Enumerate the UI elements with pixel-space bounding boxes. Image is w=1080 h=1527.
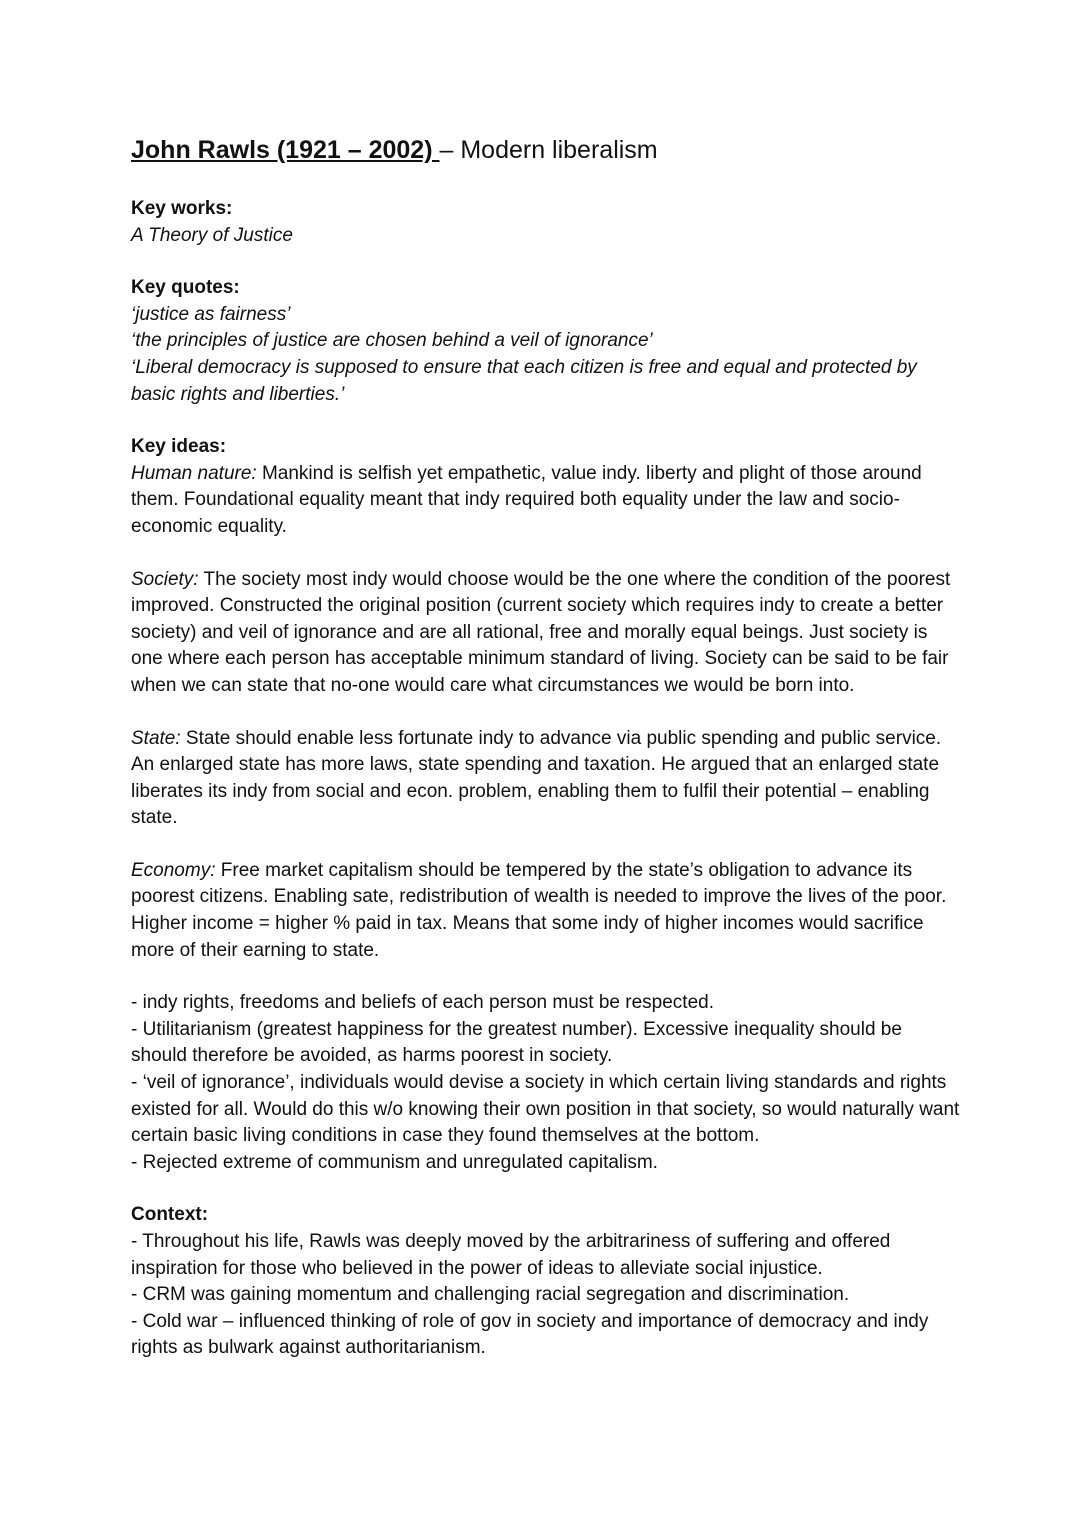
economy-text: Free market capitalism should be tempered by the state’s obligation to advance its poorest citizens. Enabling sate, redistribution of wealth is needed to improve the lives of the poor. Higher income = higher % paid in tax. Means that some indy of higher incomes would sacrifice more of their earning to state. [131,859,947,961]
state-paragraph [131,726,961,832]
key-work-item: A Theory of Justice [131,224,293,246]
context-bullet: - Throughout his life, Rawls was deeply moved by the arbitrariness of suffering and offered inspiration for those who believed in the power of ideas to alleviate social injustice. [131,1231,891,1279]
key-quotes-heading: Key quotes: [131,277,240,299]
context-section [131,1202,961,1362]
quote-item: ‘justice as fairness’ [131,303,291,325]
key-quotes-section [131,275,961,408]
context-bullet: - CRM was gaining momentum and challenging racial segregation and discrimination. [131,1284,850,1306]
society-paragraph [131,567,961,700]
key-works-heading: Key works: [131,198,233,219]
bullet-item: - Utilitarianism (greatest happiness for the greatest number). Excessive inequality should be should therefore be avoided, as harms poorest in society. [131,1018,902,1067]
bullet-item: - ‘veil of ignorance’, individuals would devise a society in which certain living standards and rights existed for all. Would do this w/o knowing their own position in that society, so would naturally want certain basic living conditions in case they found themselves at the bottom. [131,1072,960,1147]
society-label: Society: [131,568,199,590]
key-works-section [131,196,961,249]
key-ideas-heading: Key ideas: [131,436,227,458]
state-text: State should enable less fortunate indy to advance via public spending and public service. An enlarged state has more laws, state spending and taxation. He argued that an enlarged state liberates its indy from social and econ. problem, enabling them to fulfil their potential – enabling state. [131,727,942,829]
document-page [131,132,961,1388]
bullet-item: - indy rights, freedoms and beliefs of each person must be respected. [131,992,714,1014]
economy-label: Economy: [131,859,216,881]
key-ideas-bullets [131,990,961,1176]
human-nature-paragraph [131,461,961,541]
human-nature-text: Mankind is selfish yet empathetic, value indy. liberty and plight of those around them. Foundational equality meant that indy required both equality under the law and socio-economic equality. [131,462,922,537]
bullet-item: - Rejected extreme of communism and unregulated capitalism. [131,1151,658,1173]
state-label: State: [131,727,181,749]
quote-item: ‘Liberal democracy is supposed to ensure that each citizen is free and equal and protected by basic rights and liberties.’ [131,356,917,405]
title-main: John Rawls (1921 – 2002) [131,136,440,164]
key-ideas-section [131,434,961,1176]
economy-paragraph [131,858,961,964]
society-text: The society most indy would choose would be the one where the condition of the poorest improved. Constructed the original position (current society which requires indy to create a better society) and veil of ignorance and are all rational, free and morally equal beings. Just society is one where each person has acceptable minimum standard of living. Society can be said to be fair when we can state that no-one would care what circumstances we would be born into. [131,568,951,696]
quote-item: ‘the principles of justice are chosen behind a veil of ignorance’ [131,330,653,352]
title-subtitle: – Modern liberalism [439,136,658,164]
page-title [131,132,961,168]
human-nature-label: Human nature: [131,462,257,484]
context-heading: Context: [131,1204,209,1226]
context-bullet: - Cold war – influenced thinking of role of gov in society and importance of democracy and indy rights as bulwark against authoritarianism. [131,1310,929,1359]
